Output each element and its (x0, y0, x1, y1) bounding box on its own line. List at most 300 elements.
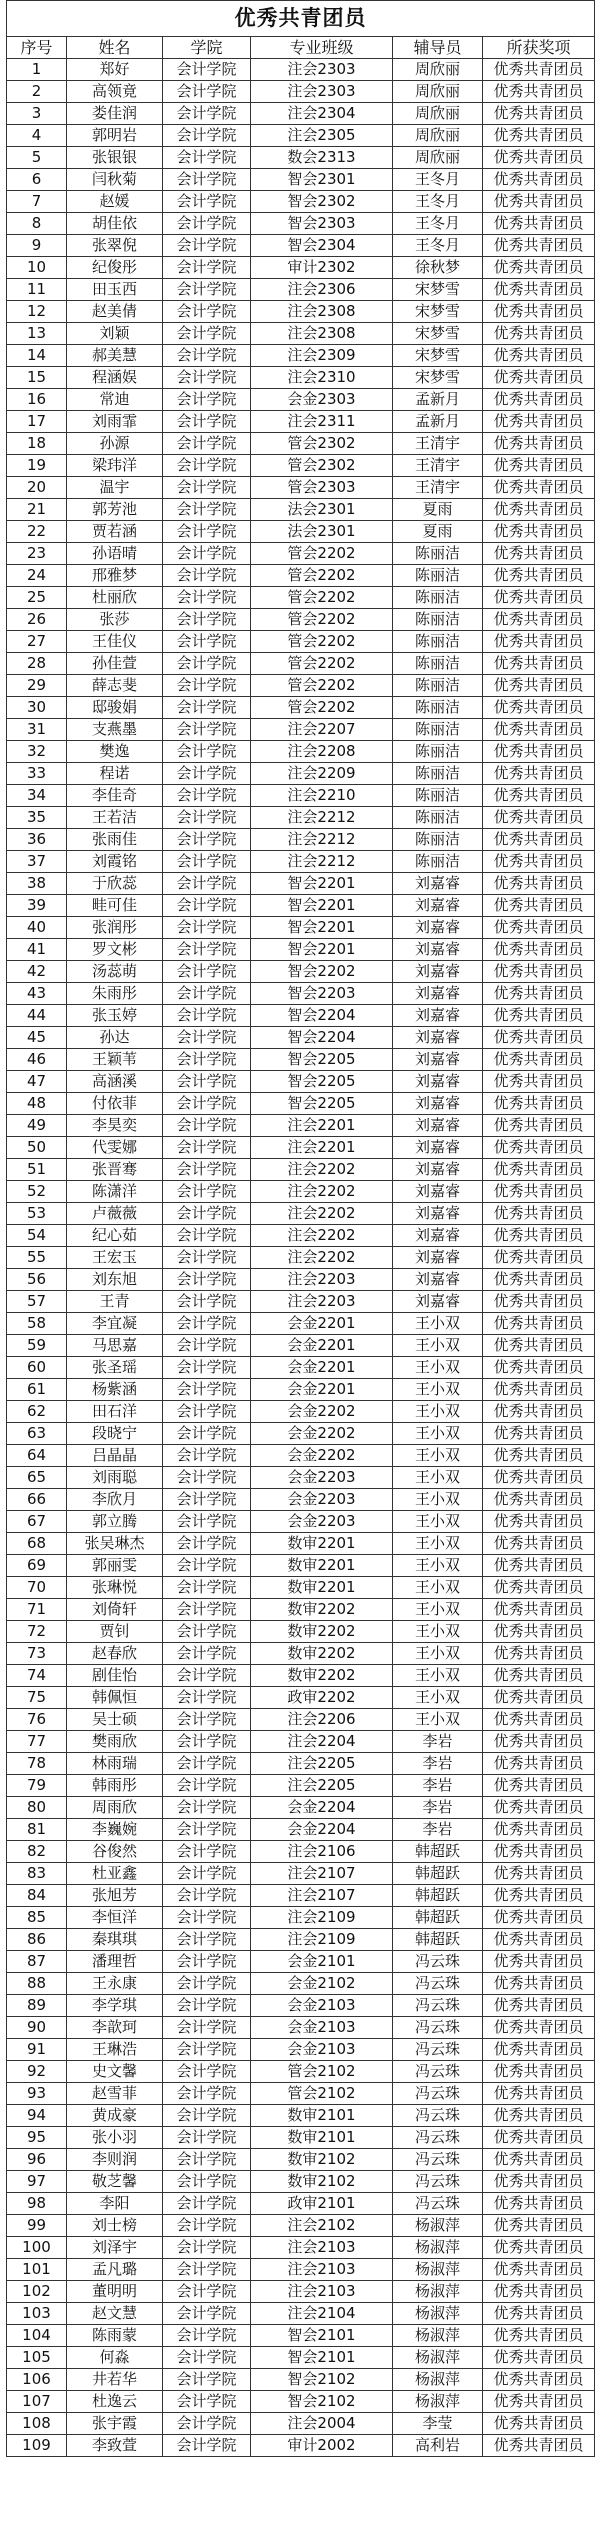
cell-award[interactable]: 优秀共青团员 (483, 653, 595, 675)
cell-counselor[interactable]: 杨淑萍 (393, 2325, 483, 2347)
cell-name[interactable]: 付依菲 (67, 1093, 163, 1115)
cell-award[interactable]: 优秀共青团员 (483, 807, 595, 829)
cell-name[interactable]: 张圣瑶 (67, 1357, 163, 1379)
cell-college[interactable]: 会计学院 (163, 2105, 251, 2127)
cell-counselor[interactable]: 高利岩 (393, 2435, 483, 2457)
cell-college[interactable]: 会计学院 (163, 829, 251, 851)
cell-name[interactable]: 李佳奇 (67, 785, 163, 807)
cell-class[interactable]: 注会2106 (251, 1841, 393, 1863)
cell-award[interactable]: 优秀共青团员 (483, 2039, 595, 2061)
cell-class[interactable]: 政审2101 (251, 2193, 393, 2215)
cell-award[interactable]: 优秀共青团员 (483, 1159, 595, 1181)
cell-no[interactable]: 87 (7, 1951, 67, 1973)
cell-no[interactable]: 35 (7, 807, 67, 829)
cell-class[interactable]: 智会2102 (251, 2369, 393, 2391)
cell-name[interactable]: 吕晶晶 (67, 1445, 163, 1467)
cell-name[interactable]: 孙源 (67, 433, 163, 455)
cell-name[interactable]: 张雨佳 (67, 829, 163, 851)
cell-class[interactable]: 注会2305 (251, 125, 393, 147)
cell-name[interactable]: 支燕墨 (67, 719, 163, 741)
cell-college[interactable]: 会计学院 (163, 2391, 251, 2413)
cell-no[interactable]: 9 (7, 235, 67, 257)
cell-class[interactable]: 注会2306 (251, 279, 393, 301)
cell-no[interactable]: 18 (7, 433, 67, 455)
cell-counselor[interactable]: 周欣丽 (393, 147, 483, 169)
cell-college[interactable]: 会计学院 (163, 1907, 251, 1929)
cell-award[interactable]: 优秀共青团员 (483, 609, 595, 631)
cell-name[interactable]: 何淼 (67, 2347, 163, 2369)
cell-college[interactable]: 会计学院 (163, 411, 251, 433)
cell-name[interactable]: 李则润 (67, 2149, 163, 2171)
cell-counselor[interactable]: 陈丽洁 (393, 609, 483, 631)
cell-college[interactable]: 会计学院 (163, 2435, 251, 2457)
cell-award[interactable]: 优秀共青团员 (483, 1313, 595, 1335)
cell-award[interactable]: 优秀共青团员 (483, 697, 595, 719)
cell-counselor[interactable]: 陈丽洁 (393, 587, 483, 609)
cell-name[interactable]: 张银银 (67, 147, 163, 169)
cell-counselor[interactable]: 王清宇 (393, 433, 483, 455)
cell-counselor[interactable]: 李岩 (393, 1797, 483, 1819)
cell-name[interactable]: 温宇 (67, 477, 163, 499)
cell-college[interactable]: 会计学院 (163, 543, 251, 565)
cell-college[interactable]: 会计学院 (163, 521, 251, 543)
cell-award[interactable]: 优秀共青团员 (483, 2391, 595, 2413)
cell-college[interactable]: 会计学院 (163, 1929, 251, 1951)
cell-college[interactable]: 会计学院 (163, 477, 251, 499)
cell-class[interactable]: 注会2210 (251, 785, 393, 807)
cell-counselor[interactable]: 王小双 (393, 1401, 483, 1423)
cell-class[interactable]: 管会2202 (251, 609, 393, 631)
cell-class[interactable]: 注会2103 (251, 2259, 393, 2281)
cell-class[interactable]: 管会2202 (251, 631, 393, 653)
cell-name[interactable]: 秦琪琪 (67, 1929, 163, 1951)
cell-class[interactable]: 注会2202 (251, 1181, 393, 1203)
cell-college[interactable]: 会计学院 (163, 257, 251, 279)
cell-counselor[interactable]: 陈丽洁 (393, 565, 483, 587)
cell-award[interactable]: 优秀共青团员 (483, 279, 595, 301)
cell-name[interactable]: 邸骏娟 (67, 697, 163, 719)
cell-name[interactable]: 段晓宁 (67, 1423, 163, 1445)
cell-no[interactable]: 93 (7, 2083, 67, 2105)
cell-name[interactable]: 李欣月 (67, 1489, 163, 1511)
cell-no[interactable]: 36 (7, 829, 67, 851)
cell-counselor[interactable]: 王清宇 (393, 477, 483, 499)
cell-name[interactable]: 纪俊彤 (67, 257, 163, 279)
header-award[interactable]: 所获奖项 (483, 37, 595, 59)
cell-counselor[interactable]: 杨淑萍 (393, 2215, 483, 2237)
cell-class[interactable]: 注会2109 (251, 1907, 393, 1929)
cell-counselor[interactable]: 王小双 (393, 1335, 483, 1357)
cell-no[interactable]: 99 (7, 2215, 67, 2237)
cell-college[interactable]: 会计学院 (163, 2325, 251, 2347)
cell-no[interactable]: 70 (7, 1577, 67, 1599)
cell-counselor[interactable]: 孟新月 (393, 411, 483, 433)
cell-no[interactable]: 102 (7, 2281, 67, 2303)
cell-class[interactable]: 注会2202 (251, 1247, 393, 1269)
cell-counselor[interactable]: 王小双 (393, 1533, 483, 1555)
cell-college[interactable]: 会计学院 (163, 1357, 251, 1379)
cell-college[interactable]: 会计学院 (163, 2215, 251, 2237)
cell-no[interactable]: 4 (7, 125, 67, 147)
cell-college[interactable]: 会计学院 (163, 1467, 251, 1489)
cell-no[interactable]: 55 (7, 1247, 67, 1269)
cell-class[interactable]: 注会2304 (251, 103, 393, 125)
cell-class[interactable]: 数审2202 (251, 1643, 393, 1665)
cell-name[interactable]: 谷俊然 (67, 1841, 163, 1863)
cell-counselor[interactable]: 孟新月 (393, 389, 483, 411)
cell-class[interactable]: 会金2204 (251, 1797, 393, 1819)
cell-counselor[interactable]: 冯云珠 (393, 2017, 483, 2039)
cell-college[interactable]: 会计学院 (163, 565, 251, 587)
cell-no[interactable]: 54 (7, 1225, 67, 1247)
cell-name[interactable]: 郑好 (67, 59, 163, 81)
cell-no[interactable]: 109 (7, 2435, 67, 2457)
cell-counselor[interactable]: 陈丽洁 (393, 653, 483, 675)
cell-counselor[interactable]: 王小双 (393, 1599, 483, 1621)
cell-name[interactable]: 王琳浩 (67, 2039, 163, 2061)
cell-no[interactable]: 38 (7, 873, 67, 895)
cell-name[interactable]: 畦可佳 (67, 895, 163, 917)
cell-award[interactable]: 优秀共青团员 (483, 829, 595, 851)
cell-college[interactable]: 会计学院 (163, 2149, 251, 2171)
cell-name[interactable]: 李歆珂 (67, 2017, 163, 2039)
cell-name[interactable]: 于欣蕊 (67, 873, 163, 895)
cell-name[interactable]: 马思嘉 (67, 1335, 163, 1357)
cell-counselor[interactable]: 冯云珠 (393, 2127, 483, 2149)
cell-name[interactable]: 史文馨 (67, 2061, 163, 2083)
cell-no[interactable]: 40 (7, 917, 67, 939)
cell-counselor[interactable]: 王小双 (393, 1555, 483, 1577)
cell-class[interactable]: 注会2102 (251, 2215, 393, 2237)
cell-name[interactable]: 张琳悦 (67, 1577, 163, 1599)
cell-name[interactable]: 杜亚鑫 (67, 1863, 163, 1885)
cell-no[interactable]: 23 (7, 543, 67, 565)
cell-college[interactable]: 会计学院 (163, 653, 251, 675)
cell-class[interactable]: 会金2202 (251, 1445, 393, 1467)
cell-award[interactable]: 优秀共青团员 (483, 2193, 595, 2215)
cell-class[interactable]: 会金2203 (251, 1511, 393, 1533)
cell-award[interactable]: 优秀共青团员 (483, 1775, 595, 1797)
cell-award[interactable]: 优秀共青团员 (483, 103, 595, 125)
cell-counselor[interactable]: 陈丽洁 (393, 631, 483, 653)
cell-class[interactable]: 会金2203 (251, 1467, 393, 1489)
cell-class[interactable]: 政审2202 (251, 1687, 393, 1709)
cell-no[interactable]: 92 (7, 2061, 67, 2083)
cell-award[interactable]: 优秀共青团员 (483, 1599, 595, 1621)
cell-name[interactable]: 韩雨彤 (67, 1775, 163, 1797)
cell-college[interactable]: 会计学院 (163, 1423, 251, 1445)
cell-counselor[interactable]: 徐秋梦 (393, 257, 483, 279)
cell-award[interactable]: 优秀共青团员 (483, 1335, 595, 1357)
cell-counselor[interactable]: 刘嘉睿 (393, 917, 483, 939)
cell-college[interactable]: 会计学院 (163, 1863, 251, 1885)
cell-class[interactable]: 注会2311 (251, 411, 393, 433)
cell-no[interactable]: 42 (7, 961, 67, 983)
cell-award[interactable]: 优秀共青团员 (483, 367, 595, 389)
cell-counselor[interactable]: 刘嘉睿 (393, 1269, 483, 1291)
cell-name[interactable]: 刘倚轩 (67, 1599, 163, 1621)
cell-award[interactable]: 优秀共青团员 (483, 1291, 595, 1313)
cell-college[interactable]: 会计学院 (163, 367, 251, 389)
cell-class[interactable]: 注会2308 (251, 301, 393, 323)
cell-college[interactable]: 会计学院 (163, 851, 251, 873)
cell-award[interactable]: 优秀共青团员 (483, 2061, 595, 2083)
cell-name[interactable]: 李学琪 (67, 1995, 163, 2017)
cell-name[interactable]: 贾钊 (67, 1621, 163, 1643)
cell-counselor[interactable]: 王小双 (393, 1577, 483, 1599)
cell-class[interactable]: 智会2302 (251, 191, 393, 213)
cell-name[interactable]: 高领竟 (67, 81, 163, 103)
cell-no[interactable]: 69 (7, 1555, 67, 1577)
cell-no[interactable]: 19 (7, 455, 67, 477)
cell-counselor[interactable]: 韩超跃 (393, 1907, 483, 1929)
cell-college[interactable]: 会计学院 (163, 2127, 251, 2149)
cell-award[interactable]: 优秀共青团员 (483, 1709, 595, 1731)
cell-award[interactable]: 优秀共青团员 (483, 455, 595, 477)
cell-college[interactable]: 会计学院 (163, 1819, 251, 1841)
cell-award[interactable]: 优秀共青团员 (483, 741, 595, 763)
cell-class[interactable]: 智会2101 (251, 2325, 393, 2347)
cell-college[interactable]: 会计学院 (163, 169, 251, 191)
cell-no[interactable]: 16 (7, 389, 67, 411)
cell-counselor[interactable]: 王冬月 (393, 213, 483, 235)
cell-name[interactable]: 郭芳池 (67, 499, 163, 521)
cell-college[interactable]: 会计学院 (163, 2017, 251, 2039)
cell-counselor[interactable]: 王清宇 (393, 455, 483, 477)
cell-counselor[interactable]: 刘嘉睿 (393, 1115, 483, 1137)
cell-award[interactable]: 优秀共青团员 (483, 2017, 595, 2039)
cell-counselor[interactable]: 冯云珠 (393, 2039, 483, 2061)
cell-college[interactable]: 会计学院 (163, 2061, 251, 2083)
cell-class[interactable]: 智会2201 (251, 895, 393, 917)
cell-name[interactable]: 邢雅梦 (67, 565, 163, 587)
cell-counselor[interactable]: 宋梦雪 (393, 345, 483, 367)
cell-award[interactable]: 优秀共青团员 (483, 1379, 595, 1401)
cell-award[interactable]: 优秀共青团员 (483, 1973, 595, 1995)
cell-college[interactable]: 会计学院 (163, 1247, 251, 1269)
cell-counselor[interactable]: 王冬月 (393, 235, 483, 257)
cell-counselor[interactable]: 李岩 (393, 1775, 483, 1797)
cell-counselor[interactable]: 刘嘉睿 (393, 1225, 483, 1247)
cell-no[interactable]: 22 (7, 521, 67, 543)
cell-counselor[interactable]: 王小双 (393, 1643, 483, 1665)
cell-name[interactable]: 刘颖 (67, 323, 163, 345)
cell-class[interactable]: 注会2201 (251, 1137, 393, 1159)
cell-college[interactable]: 会计学院 (163, 1621, 251, 1643)
cell-counselor[interactable]: 李岩 (393, 1753, 483, 1775)
cell-class[interactable]: 会金2203 (251, 1489, 393, 1511)
cell-college[interactable]: 会计学院 (163, 1599, 251, 1621)
cell-college[interactable]: 会计学院 (163, 1071, 251, 1093)
cell-college[interactable]: 会计学院 (163, 2171, 251, 2193)
cell-award[interactable]: 优秀共青团员 (483, 1621, 595, 1643)
cell-college[interactable]: 会计学院 (163, 1797, 251, 1819)
cell-name[interactable]: 李恒洋 (67, 1907, 163, 1929)
cell-award[interactable]: 优秀共青团员 (483, 719, 595, 741)
cell-counselor[interactable]: 韩超跃 (393, 1863, 483, 1885)
cell-counselor[interactable]: 夏雨 (393, 499, 483, 521)
cell-name[interactable]: 罗文彬 (67, 939, 163, 961)
cell-no[interactable]: 8 (7, 213, 67, 235)
cell-name[interactable]: 王永康 (67, 1973, 163, 1995)
cell-college[interactable]: 会计学院 (163, 1489, 251, 1511)
cell-award[interactable]: 优秀共青团员 (483, 389, 595, 411)
cell-class[interactable]: 数审2101 (251, 2105, 393, 2127)
cell-award[interactable]: 优秀共青团员 (483, 873, 595, 895)
cell-name[interactable]: 刘士榜 (67, 2215, 163, 2237)
cell-class[interactable]: 注会2107 (251, 1885, 393, 1907)
cell-college[interactable]: 会计学院 (163, 587, 251, 609)
cell-class[interactable]: 审计2002 (251, 2435, 393, 2457)
cell-name[interactable]: 纪心茹 (67, 1225, 163, 1247)
cell-counselor[interactable]: 冯云珠 (393, 2083, 483, 2105)
cell-class[interactable]: 审计2302 (251, 257, 393, 279)
cell-class[interactable]: 注会2104 (251, 2303, 393, 2325)
cell-counselor[interactable]: 王小双 (393, 1687, 483, 1709)
cell-name[interactable]: 程诺 (67, 763, 163, 785)
cell-no[interactable]: 81 (7, 1819, 67, 1841)
cell-name[interactable]: 郭丽雯 (67, 1555, 163, 1577)
cell-award[interactable]: 优秀共青团员 (483, 499, 595, 521)
cell-no[interactable]: 95 (7, 2127, 67, 2149)
cell-class[interactable]: 注会2209 (251, 763, 393, 785)
cell-name[interactable]: 代雯娜 (67, 1137, 163, 1159)
cell-award[interactable]: 优秀共青团员 (483, 2259, 595, 2281)
cell-no[interactable]: 7 (7, 191, 67, 213)
cell-award[interactable]: 优秀共青团员 (483, 631, 595, 653)
cell-award[interactable]: 优秀共青团员 (483, 2435, 595, 2457)
cell-award[interactable]: 优秀共青团员 (483, 851, 595, 873)
cell-no[interactable]: 14 (7, 345, 67, 367)
cell-college[interactable]: 会计学院 (163, 719, 251, 741)
cell-award[interactable]: 优秀共青团员 (483, 1907, 595, 1929)
cell-college[interactable]: 会计学院 (163, 1687, 251, 1709)
cell-no[interactable]: 73 (7, 1643, 67, 1665)
cell-counselor[interactable]: 王小双 (393, 1511, 483, 1533)
cell-no[interactable]: 6 (7, 169, 67, 191)
cell-college[interactable]: 会计学院 (163, 741, 251, 763)
cell-class[interactable]: 管会2302 (251, 455, 393, 477)
cell-award[interactable]: 优秀共青团员 (483, 411, 595, 433)
cell-no[interactable]: 37 (7, 851, 67, 873)
cell-name[interactable]: 董明明 (67, 2281, 163, 2303)
cell-class[interactable]: 智会2203 (251, 983, 393, 1005)
cell-counselor[interactable]: 周欣丽 (393, 125, 483, 147)
cell-counselor[interactable]: 冯云珠 (393, 2171, 483, 2193)
cell-award[interactable]: 优秀共青团员 (483, 1511, 595, 1533)
cell-class[interactable]: 数审2201 (251, 1577, 393, 1599)
cell-class[interactable]: 管会2202 (251, 543, 393, 565)
cell-no[interactable]: 44 (7, 1005, 67, 1027)
cell-name[interactable]: 刘霞铭 (67, 851, 163, 873)
cell-no[interactable]: 101 (7, 2259, 67, 2281)
cell-college[interactable]: 会计学院 (163, 1753, 251, 1775)
cell-no[interactable]: 32 (7, 741, 67, 763)
cell-counselor[interactable]: 杨淑萍 (393, 2303, 483, 2325)
cell-name[interactable]: 张莎 (67, 609, 163, 631)
table-title[interactable]: 优秀共青团员 (7, 1, 595, 37)
cell-counselor[interactable]: 刘嘉睿 (393, 895, 483, 917)
cell-no[interactable]: 85 (7, 1907, 67, 1929)
cell-name[interactable]: 林雨瑞 (67, 1753, 163, 1775)
cell-college[interactable]: 会计学院 (163, 455, 251, 477)
cell-class[interactable]: 会金2102 (251, 1973, 393, 1995)
cell-award[interactable]: 优秀共青团员 (483, 1027, 595, 1049)
cell-class[interactable]: 智会2303 (251, 213, 393, 235)
cell-college[interactable]: 会计学院 (163, 1313, 251, 1335)
cell-college[interactable]: 会计学院 (163, 1203, 251, 1225)
cell-no[interactable]: 45 (7, 1027, 67, 1049)
cell-counselor[interactable]: 刘嘉睿 (393, 1093, 483, 1115)
cell-name[interactable]: 赵雪菲 (67, 2083, 163, 2105)
cell-award[interactable]: 优秀共青团员 (483, 301, 595, 323)
cell-no[interactable]: 39 (7, 895, 67, 917)
cell-no[interactable]: 58 (7, 1313, 67, 1335)
cell-no[interactable]: 57 (7, 1291, 67, 1313)
cell-counselor[interactable]: 王小双 (393, 1467, 483, 1489)
cell-counselor[interactable]: 刘嘉睿 (393, 1071, 483, 1093)
cell-college[interactable]: 会计学院 (163, 917, 251, 939)
cell-award[interactable]: 优秀共青团员 (483, 961, 595, 983)
cell-college[interactable]: 会计学院 (163, 1269, 251, 1291)
cell-class[interactable]: 会金2303 (251, 389, 393, 411)
cell-counselor[interactable]: 王小双 (393, 1445, 483, 1467)
cell-name[interactable]: 孙佳萱 (67, 653, 163, 675)
cell-no[interactable]: 30 (7, 697, 67, 719)
cell-counselor[interactable]: 陈丽洁 (393, 697, 483, 719)
cell-class[interactable]: 管会2102 (251, 2061, 393, 2083)
cell-college[interactable]: 会计学院 (163, 1181, 251, 1203)
cell-class[interactable]: 注会2205 (251, 1775, 393, 1797)
cell-college[interactable]: 会计学院 (163, 433, 251, 455)
cell-name[interactable]: 李宜凝 (67, 1313, 163, 1335)
cell-no[interactable]: 105 (7, 2347, 67, 2369)
cell-college[interactable]: 会计学院 (163, 2259, 251, 2281)
cell-award[interactable]: 优秀共青团员 (483, 1643, 595, 1665)
cell-no[interactable]: 1 (7, 59, 67, 81)
cell-name[interactable]: 孟凡璐 (67, 2259, 163, 2281)
cell-class[interactable]: 会金2103 (251, 1995, 393, 2017)
cell-no[interactable]: 67 (7, 1511, 67, 1533)
cell-name[interactable]: 娄佳润 (67, 103, 163, 125)
cell-college[interactable]: 会计学院 (163, 1731, 251, 1753)
cell-counselor[interactable]: 刘嘉睿 (393, 873, 483, 895)
cell-counselor[interactable]: 杨淑萍 (393, 2237, 483, 2259)
cell-no[interactable]: 106 (7, 2369, 67, 2391)
cell-name[interactable]: 张小羽 (67, 2127, 163, 2149)
cell-no[interactable]: 31 (7, 719, 67, 741)
cell-no[interactable]: 13 (7, 323, 67, 345)
cell-class[interactable]: 数会2313 (251, 147, 393, 169)
cell-award[interactable]: 优秀共青团员 (483, 1093, 595, 1115)
cell-class[interactable]: 注会2202 (251, 1159, 393, 1181)
cell-no[interactable]: 10 (7, 257, 67, 279)
cell-no[interactable]: 100 (7, 2237, 67, 2259)
cell-no[interactable]: 5 (7, 147, 67, 169)
cell-award[interactable]: 优秀共青团员 (483, 1819, 595, 1841)
cell-class[interactable]: 注会2310 (251, 367, 393, 389)
cell-college[interactable]: 会计学院 (163, 2413, 251, 2435)
cell-no[interactable]: 62 (7, 1401, 67, 1423)
cell-college[interactable]: 会计学院 (163, 1379, 251, 1401)
cell-class[interactable]: 数审2101 (251, 2127, 393, 2149)
cell-counselor[interactable]: 陈丽洁 (393, 675, 483, 697)
cell-no[interactable]: 46 (7, 1049, 67, 1071)
cell-counselor[interactable]: 刘嘉睿 (393, 1137, 483, 1159)
cell-college[interactable]: 会计学院 (163, 1115, 251, 1137)
cell-name[interactable]: 赵媛 (67, 191, 163, 213)
cell-class[interactable]: 会金2101 (251, 1951, 393, 1973)
